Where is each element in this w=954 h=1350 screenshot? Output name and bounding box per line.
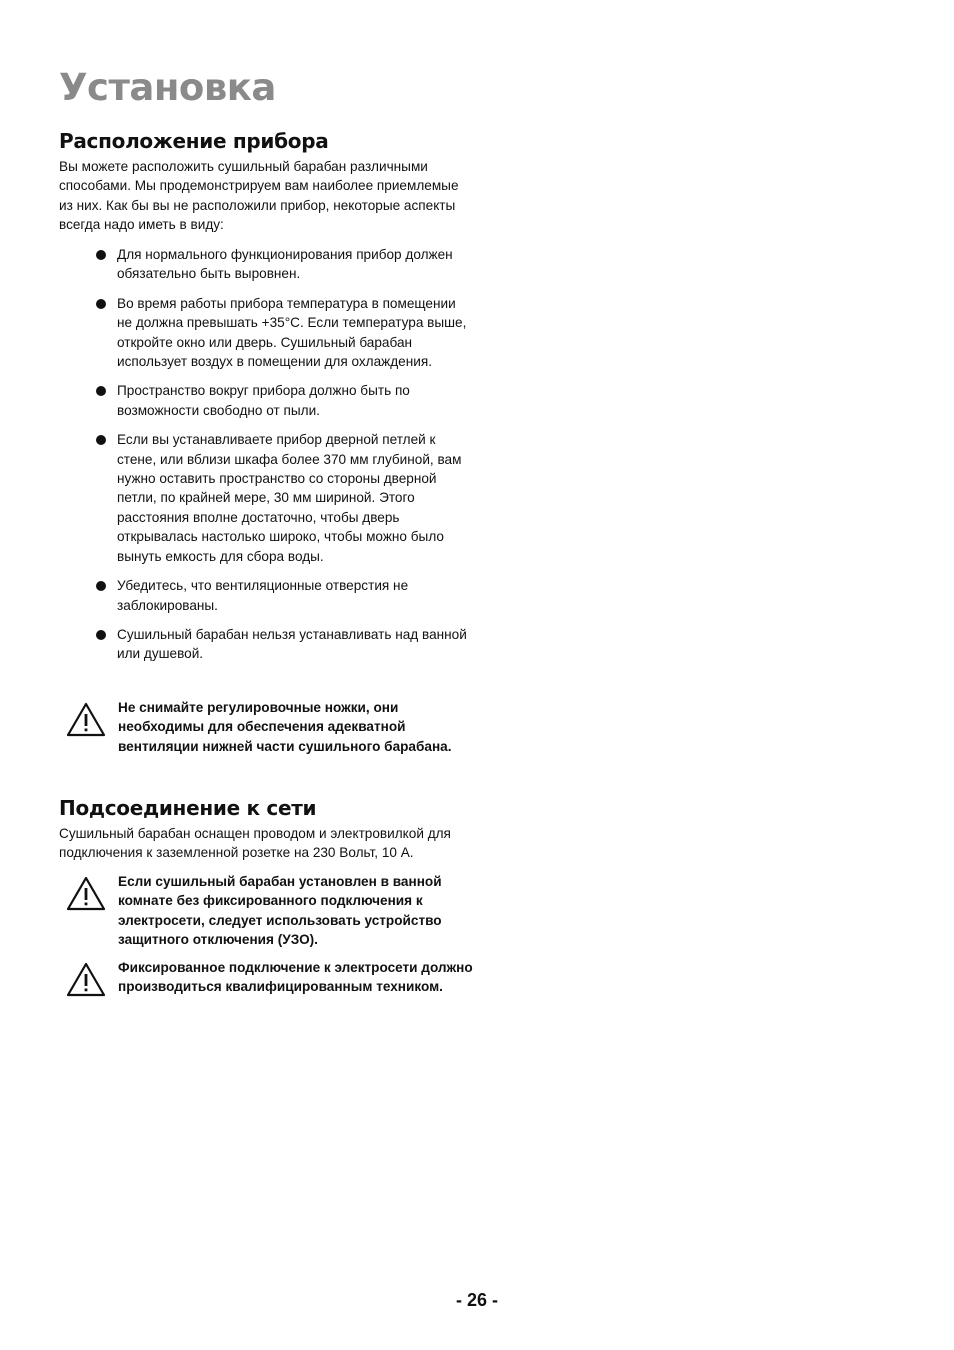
warning-text: Не снимайте регулировочные ножки, они необходимы для обеспечения адекватной вентиляции нижней части сушильного барабана. xyxy=(118,700,452,754)
bullet-dot-icon xyxy=(96,630,106,640)
bullet-dot-icon xyxy=(96,250,106,260)
list-item-text: Убедитесь, что вентиляционные отверстия не заблокированы. xyxy=(117,578,409,613)
bullet-dot-icon xyxy=(96,435,106,445)
warning-triangle-icon xyxy=(66,876,106,912)
list-item xyxy=(95,381,471,420)
list-item-text: Если вы устанавливаете прибор дверной петлей к стене, или вблизи шкафа более 370 мм глубиной, вам нужно оставить пространство со стороны дверной петли, по крайней мере, 30 мм шириной. Этого расстояния вполне достаточно, чтобы дверь открывалась настолько широко, чтобы можно было вынуть емкость для сбора воды. xyxy=(117,432,462,564)
list-item-text: Сушильный барабан нельзя устанавливать над ванной или душевой. xyxy=(117,626,467,662)
placement-bullet-list xyxy=(95,245,471,664)
section-heading-placement: Расположение прибора xyxy=(59,129,329,153)
placement-intro: Вы можете расположить сушильный барабан различными способами. Мы продемонстрируем вам наиболее приемлемые из них. Как бы вы не расположили прибор, некоторые аспекты всегда надо иметь в виду: xyxy=(59,159,459,232)
bullet-dot-icon xyxy=(96,386,106,396)
warning-triangle-icon xyxy=(66,702,106,738)
list-item xyxy=(95,245,471,284)
list-item xyxy=(95,576,471,615)
bullet-dot-icon xyxy=(96,581,106,591)
list-item xyxy=(95,294,471,372)
list-item-text: Для нормального функционирования прибор должен обязательно быть выровнен. xyxy=(117,247,453,282)
bullet-dot-icon xyxy=(96,299,106,309)
page-number: - 26 - xyxy=(455,1290,498,1310)
list-item-text: Пространство вокруг прибора должно быть по возможности свободно от пыли. xyxy=(117,383,410,418)
connection-intro: Сушильный барабан оснащен проводом и электровилкой для подключения к заземленной розетке на 230 Вольт, 10 А. xyxy=(59,826,451,861)
list-item-text: Во время работы прибора температура в помещении не должна превышать +35°C. Если температура выше, откройте окно или дверь. Сушильный барабан использует воздух в помещении для охлаждения. xyxy=(117,295,467,370)
page-title: Установка xyxy=(59,66,276,109)
warning-text: Если сушильный барабан установлен в ванной комнате без фиксированного подключения к электросети, следует использовать устройство защитного отключения (УЗО). xyxy=(118,874,442,947)
warning-text: Фиксированное подключение к электросети должно производиться квалифицированным техником. xyxy=(118,960,473,995)
list-item xyxy=(95,625,471,664)
list-item xyxy=(95,430,471,566)
section-heading-connection: Подсоединение к сети xyxy=(59,796,317,820)
warning-triangle-icon xyxy=(66,962,106,998)
